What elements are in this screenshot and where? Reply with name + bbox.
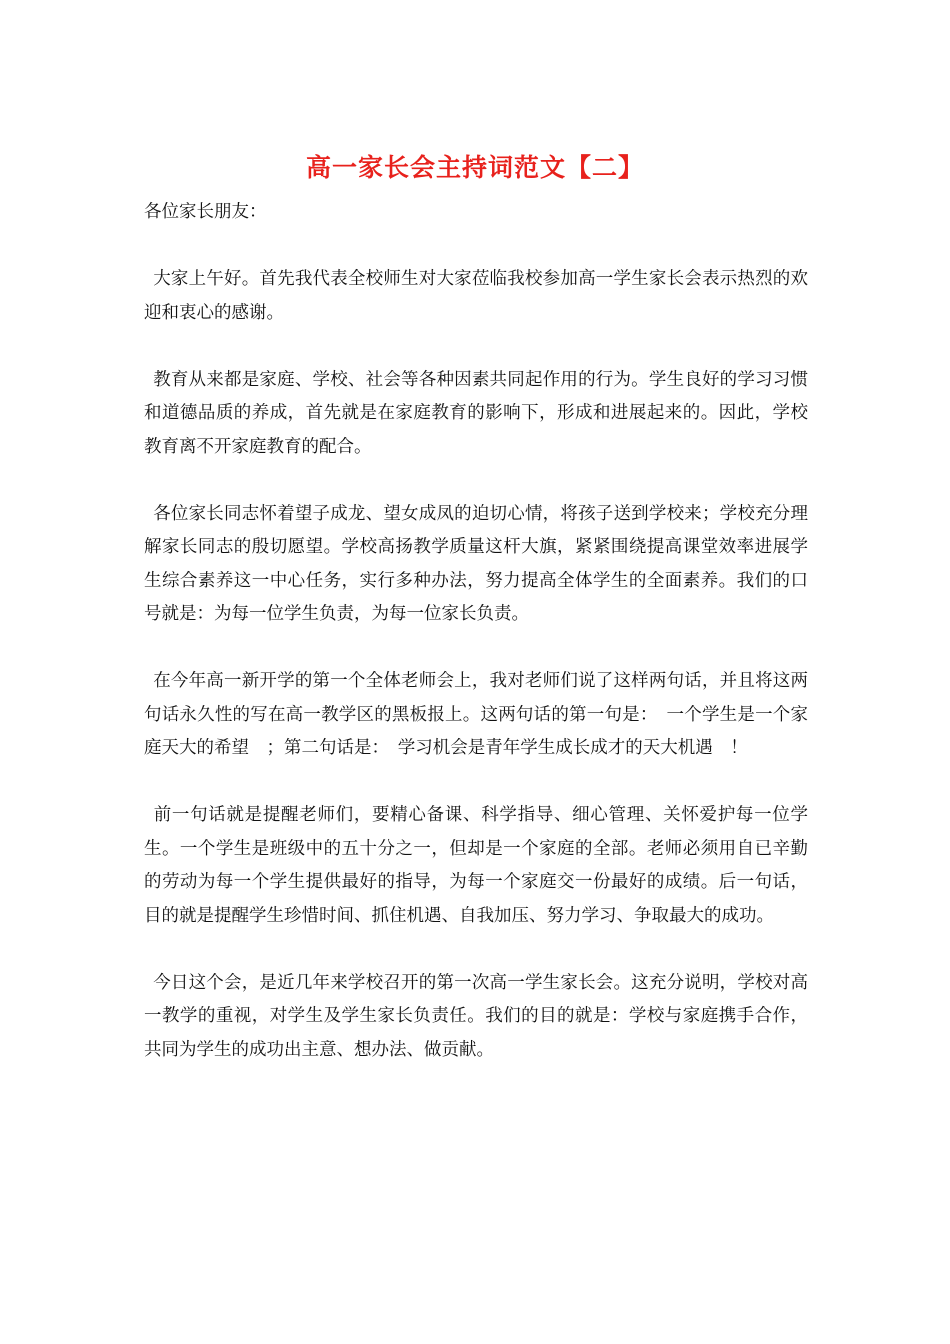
- paragraph-education: 教育从来都是家庭、学校、社会等各种因素共同起作用的行为。学生良好的学习习惯和道德品质的养成，首先就是在家庭教育的影响下，形成和进展起来的。因此，学校教育离不开家庭教育的配合。: [144, 369, 808, 457]
- document-body: [144, 196, 808, 1101]
- paragraph-explanation: 前一句话就是提醒老师们，要精心备课、科学指导、细心管理、关怀爱护每一位学生。一个学生是班级中的五十分之一，但却是一个家庭的全部。老师必须用自已辛勤的劳动为每一个学生提供最好的指导，为每一个家庭交一份最好的成绩。后一句话，目的就是提醒学生珍惜时间、抓住机遇、自我加压、努力学习、争取最大的成功。: [144, 805, 808, 926]
- salutation: 各位家长朋友：: [144, 202, 267, 222]
- paragraph-meeting: 今日这个会，是近几年来学校召开的第一次高一学生家长会。这充分说明，学校对高一教学的重视，对学生及学生家长负责任。我们的目的就是：学校与家庭携手合作，共同为学生的成功出主意、想办法、做贡献。: [144, 972, 808, 1060]
- paragraph-welcome: 大家上午好。首先我代表全校师生对大家莅临我校参加高一学生家长会表示热烈的欢迎和衷心的感谢。: [144, 269, 808, 323]
- paragraph-parents: 各位家长同志怀着望子成龙、望女成凤的迫切心情，将孩子送到学校来；学校充分理解家长同志的殷切愿望。学校高扬教学质量这杆大旗，紧紧围绕提高课堂效率进展学生综合素养这一中心任务，实行多种办法，努力提高全体学生的全面素养。我们的口号就是：为每一位学生负责，为每一位家长负责。: [144, 503, 808, 624]
- document-title: 高一家长会主持词范文【二】: [305, 153, 644, 182]
- paragraph-two-sentences: 在今年高一新开学的第一个全体老师会上，我对老师们说了这样两句话，并且将这两句话永久性的写在高一教学区的黑板报上。这两句话的第一句是： 一个学生是一个家庭天大的希望 ；第二句话是： 学习机会是青年学生成长成才的天大机遇 ！: [144, 671, 808, 758]
